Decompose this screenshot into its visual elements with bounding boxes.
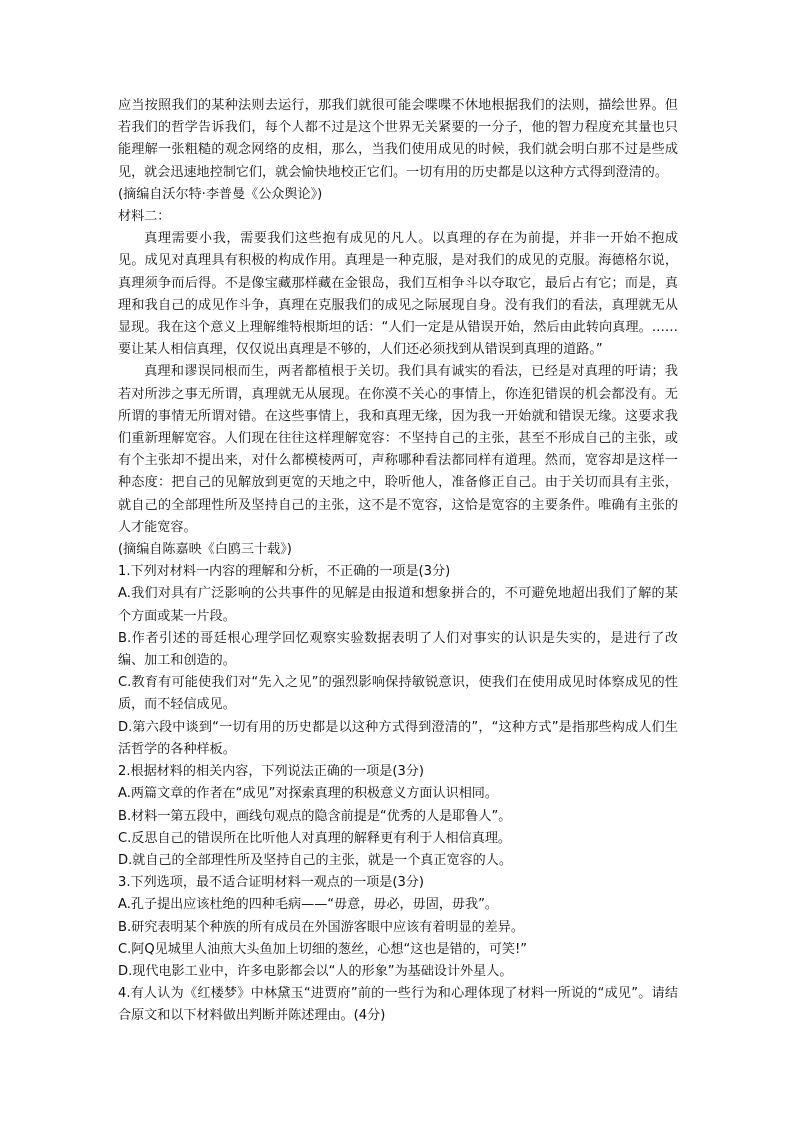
document-page [118,95,678,1028]
question-1-option-b: B.作者引述的哥廷根心理学回忆观察实验数据表明了人们对事实的认识是失实的，是进行了改编、加工和创造的。 [118,630,678,669]
source-citation-1: (摘编自沃尔特·李普曼《公众舆论》) [118,186,323,202]
question-4-title: 4.有人认为《红楼梦》中林黛玉“进贾府”前的一些行为和心理体现了材料一所说的“成见”。请结合原文和以下材料做出判断并陈述理由。(4分) [118,986,678,1024]
question-2-option-c: C.反思自己的错误所在比听他人对真理的解释更有利于人相信真理。 [118,830,512,846]
question-3-option-a: A.孔子提出应该杜绝的四种毛病——“毋意，毋必，毋固，毋我”。 [118,897,498,913]
question-2-option-d: D.就自己的全部理性所及坚持自己的主张，就是一个真正宽容的人。 [118,852,512,868]
question-2-option-b: B.材料一第五段中，画线句观点的隐含前提是“优秀的人是耶鲁人”。 [118,808,512,824]
question-2-title: 2.根据材料的相关内容，下列说法正确的一项是(3分) [118,764,425,780]
question-1-option-a: A.我们对具有广泛影响的公共事件的见解是由报道和想象拼合的，不可避免地超出我们了解的某个方面或某一片段。 [118,586,678,624]
material2-paragraph-2: 真理和谬误同根而生，两者都植根于关切。我们具有诚实的看法，已经是对真理的吁请；我若对所涉之事无所谓，真理就无从展现。在你漠不关心的事情上，你连犯错误的机会都没有。无所谓的事情无所谓对错。在这些事情上，我和真理无缘，因为我一开始就和错误无缘。这要求我们重新理解宽容。人们现在往往这样理解宽容：不坚持自己的主张，甚至不形成自己的主张，或有个主张却不提出来，对什么都模棱两可，声称哪种看法都同样有道理。然而，宽容却是这样一种态度：把自己的见解放到更宽的天地之中，聆听他人，准备修正自己。由于关切而具有主张，就自己的全部理性所及坚持自己的主张，这不是不宽容，这恰是宽容的主要条件。唯确有主张的人才能宽容。 [118,364,678,535]
question-3-option-d: D.现代电影工业中，许多电影都会以“人的形象”为基础设计外星人。 [118,963,513,979]
question-1-title: 1.下列对材料一内容的理解和分析，不正确的一项是(3分) [118,564,451,580]
question-1-option-d: D.第六段中谈到“一切有用的历史都是以这种方式得到澄清的”，“这种方式”是指那些构成人们生活哲学的各种样板。 [118,719,678,757]
question-2-option-a: A.两篇文章的作者在“成见”对探索真理的积极意义方面认识相同。 [118,786,498,802]
material1-tail: 应当按照我们的某种法则去运行，那我们就很可能会喋喋不休地根据我们的法则，描绘世界。但若我们的哲学告诉我们，每个人都不过是这个世界无关紧要的一分子，他的智力程度充其量也只能理解一张粗糙的观念网络的皮相，那么，当我们使用成见的时候，我们就会明白那不过是些成见，就会迅速地控制它们，就会愉快地校正它们。一切有用的历史都是以这种方式得到澄清的。 [118,98,678,180]
question-3-option-c: C.阿Q见城里人油煎大头鱼加上切细的葱丝，心想“这也是错的，可笑!” [118,941,528,957]
question-3-option-b: B.研究表明某个种族的所有成员在外国游客眼中应该有着明显的差异。 [118,919,524,935]
source-citation-2: (摘编自陈嘉映《白鸥三十载》) [118,542,292,558]
question-3-title: 3.下列选项，最不适合证明材料一观点的一项是(3分) [118,875,425,891]
material2-paragraph-1: 真理需要小我，需要我们这些抱有成见的凡人。以真理的存在为前提，并非一开始不抱成见。成见对真理具有积极的构成作用。真理是一种克服，是对我们的成见的克服。海德格尔说，真理须争而后得。不是像宝藏那样藏在金银岛，我们互相争斗以夺取它，最后占有它；而是，真理和我自己的成见作斗争，真理在克服我们的成见之际展现自身。没有我们的看法，真理就无从显现。我在这个意义上理解维特根斯坦的话：“人们一定是从错误开始，然后由此转向真理。……要让某人相信真理，仅仅说出真理是不够的，人们还必须找到从错误到真理的道路。” [118,231,678,358]
question-1-option-c: C.教育有可能使我们对“先入之见”的强烈影响保持敏锐意识，使我们在使用成见时体察成见的性质，而不轻信成见。 [118,675,678,713]
material2-label: 材料二： [118,209,171,225]
